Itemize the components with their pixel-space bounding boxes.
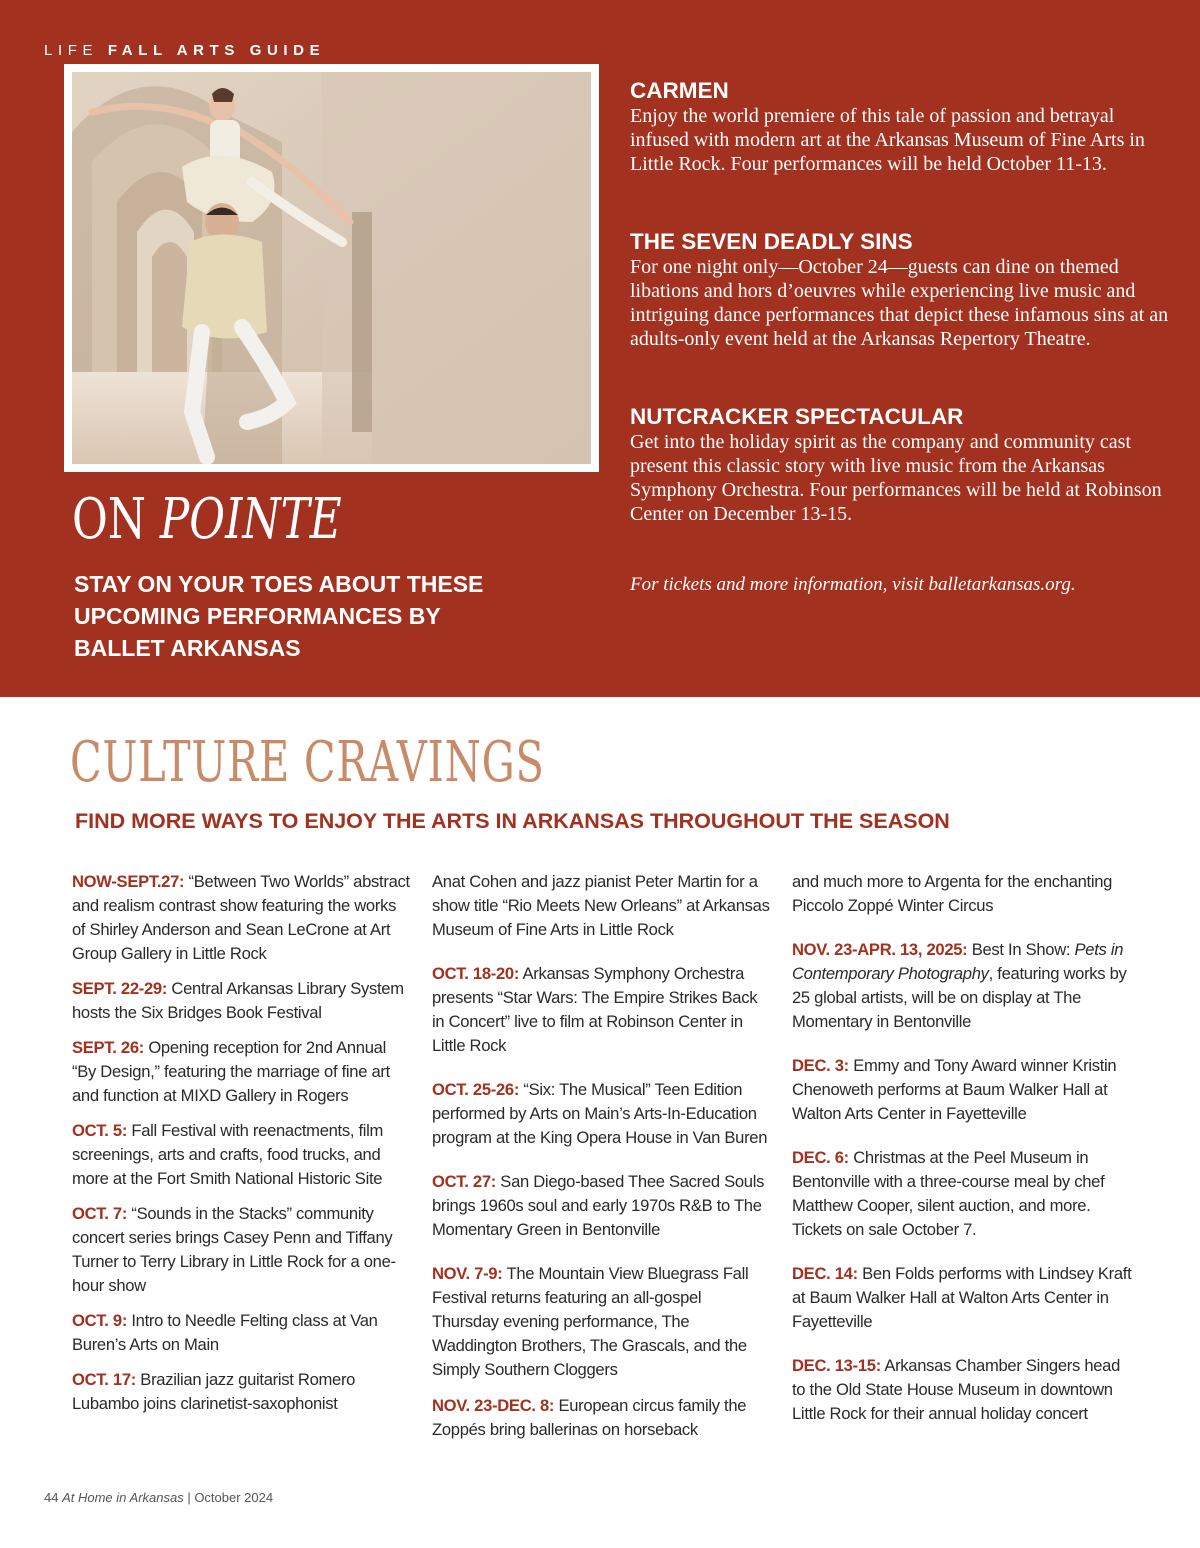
list-item [432,1394,772,1442]
list-item: and much more to Argenta for the enchanting Piccolo Zoppé Winter Circus [792,872,1113,915]
listing-date: DEC. 14: [792,1264,858,1283]
listing-text: “Six: The Musical” Teen Edition performed by Arts on Main’s Arts-In-Education program at the King Opera House in Van Buren [432,1080,768,1147]
list-item [432,1078,772,1150]
culture-subtitle: FIND MORE WAYS TO ENJOY THE ARTS IN ARKANSAS THROUGHOUT THE SEASON [75,809,950,833]
listing-date: DEC. 13-15: [792,1356,881,1375]
listing-date: DEC. 6: [792,1148,849,1167]
list-item [792,1054,1132,1126]
feature-title-italic: POINTE [159,487,342,552]
page-number: 44 [44,1490,59,1505]
list-item [792,1262,1132,1334]
listing-date: OCT. 25-26: [432,1080,520,1099]
feature-dek: STAY ON YOUR TOES ABOUT THESE UPCOMING PERFORMANCES BY BALLET ARKANSAS [74,571,484,661]
listing-text: Best In Show: [967,940,1075,959]
feature-title-plain: ON [72,487,160,552]
listing-text: European circus family the Zoppés bring ballerinas on horseback [432,1396,747,1439]
listing-date: OCT. 9: [72,1311,128,1330]
listing-text: “Between Two Worlds” abstract and realism contrast show featuring the works of Shirley Anderson and Sean LeCrone at Art Group Gallery in Little Rock [72,872,410,963]
listing-text: The Mountain View Bluegrass Fall Festival returns featuring an all-gospel Thursday evening performance, The Waddington Brothers, The Grascals, and the Simply Southern Cloggers [432,1264,749,1379]
listing-date: NOV. 23-DEC. 8: [432,1396,555,1415]
event-seven-deadly-sins [630,229,1170,351]
ballet-photo [64,64,599,472]
listing-text: , featuring works by 25 global artists, will be on display at The Momentary in Bentonville [792,964,1127,1031]
ticket-note: For tickets and more information, visit balletarkansas.org. [630,574,1076,595]
listing-date: OCT. 5: [72,1121,128,1140]
feature-title [72,484,342,556]
listing-text: Fall Festival with reenactments, film screenings, arts and crafts, food trucks, and more at the Fort Smith National Historic Site [72,1121,384,1188]
listing-date: NOV. 7-9: [432,1264,503,1283]
section-kicker [44,42,325,59]
list-item [72,870,412,966]
listing-exhibit-title: Pets in Contemporary Photography [792,940,1124,983]
listing-date: OCT. 18-20: [432,964,520,983]
event-carmen [630,78,1170,176]
listing-date: NOV. 23-APR. 13, 2025: [792,940,968,959]
event-body: For one night only—October 24—guests can dine on themed libations and hors d’oeuvres while experiencing live music and intriguing dance performances that depict these infamous sins at an adults-only event held at the Arkansas Repertory Theatre. [630,256,1169,350]
list-item [72,1309,412,1357]
list-item [792,938,1132,1034]
listing-date: OCT. 27: [432,1172,496,1191]
event-nutcracker [630,404,1170,526]
listing-text: San Diego-based Thee Sacred Souls brings 1960s soul and early 1970s R&B to The Momentary Green in Bentonville [432,1172,765,1239]
listing-text: Arkansas Chamber Singers head to the Old State House Museum in downtown Little Rock for their annual holiday concert [792,1356,1121,1423]
list-item [72,1119,412,1191]
list-item [72,1368,412,1416]
list-item [792,1354,1132,1426]
listing-date: SEPT. 22-29: [72,979,168,998]
feature-panel [0,0,1200,697]
listing-text: Arkansas Symphony Orchestra presents “Star Wars: The Empire Strikes Back in Concert” live to film at Robinson Center in Little Rock [432,964,758,1055]
list-item [792,1146,1132,1242]
listing-date: OCT. 7: [72,1204,128,1223]
list-item [432,962,772,1058]
listing-date: SEPT. 26: [72,1038,145,1057]
event-title: CARMEN [630,78,729,103]
event-title: NUTCRACKER SPECTACULAR [630,404,964,429]
listing-text: Christmas at the Peel Museum in Bentonville with a three-course meal by chef Matthew Cooper, silent auction, and more. Tickets on sale October 7. [792,1148,1105,1239]
publication-name: At Home in Arkansas [62,1490,184,1505]
list-item [72,977,412,1025]
listings-column-3 [792,870,1132,1437]
list-item [432,870,772,942]
listing-text: Brazilian jazz guitarist Romero Lubambo joins clarinetist-saxophonist [72,1370,356,1413]
listing-text: “Sounds in the Stacks” community concert series brings Casey Penn and Tiffany Turner to Terry Library in Little Rock for a one-hour show [72,1204,396,1295]
list-item [432,1170,772,1242]
listings-column-2 [432,870,772,1453]
listing-text: Intro to Needle Felting class at Van Buren’s Arts on Main [72,1311,378,1354]
page-footer [44,1490,273,1505]
list-item [72,1202,412,1298]
issue-date: | October 2024 [183,1490,274,1505]
listing-text: Ben Folds performs with Lindsey Kraft at Baum Walker Hall at Walton Arts Center in Fayetteville [792,1264,1132,1331]
listing-date: NOW-SEPT.27: [72,872,185,891]
culture-title: CULTURE CRAVINGS [70,730,545,795]
list-item [432,1262,772,1382]
listing-text: Emmy and Tony Award winner Kristin Chenoweth performs at Baum Walker Hall at Walton Arts Center in Fayetteville [792,1056,1117,1123]
event-title: THE SEVEN DEADLY SINS [630,229,913,254]
section-name: LIFE [44,42,99,59]
listing-text: Anat Cohen and jazz pianist Peter Martin for a show title “Rio Meets New Orleans” at Arkansas Museum of Fine Arts in Little Rock [432,872,770,939]
event-body: Enjoy the world premiere of this tale of passion and betrayal infused with modern art at the Arkansas Museum of Fine Arts in Little Rock. Four performances will be held October 11-13. [630,105,1145,175]
listing-text: Central Arkansas Library System hosts the Six Bridges Book Festival [72,979,404,1022]
ballet-dancers-image [72,72,591,464]
listing-date: OCT. 17: [72,1370,136,1389]
event-body: Get into the holiday spirit as the company and community cast present this classic story with live music from the Arkansas Symphony Orchestra. Four performances will be held at Robinson Center on December 13-15. [630,431,1162,525]
guide-name: FALL ARTS GUIDE [107,42,326,59]
listing-text: Opening reception for 2nd Annual “By Design,” featuring the marriage of fine art and function at MIXD Gallery in Rogers [72,1038,390,1105]
listing-date: DEC. 3: [792,1056,849,1075]
listings-column-1 [72,870,412,1427]
list-item [72,1036,412,1108]
